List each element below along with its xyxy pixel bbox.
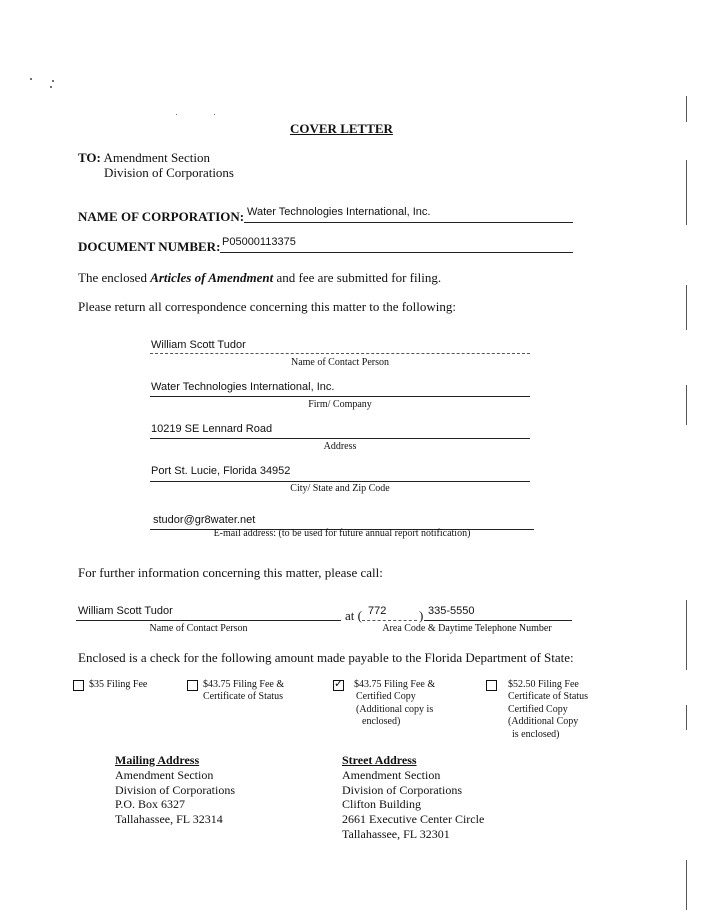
mailing-address-line: P.O. Box 6327 [115, 797, 186, 812]
return-instruction: Please return all correspondence concerning this matter to the following: [78, 299, 456, 314]
firm-caption: Firm/ Company [308, 399, 372, 410]
to-block [78, 150, 210, 165]
street-address-heading: Street Address [342, 753, 417, 767]
fee-35-checkbox[interactable] [73, 680, 84, 691]
street-address-line: Division of Corporations [342, 782, 462, 797]
scan-speck [176, 114, 177, 115]
fee-5250-checkbox[interactable] [486, 680, 497, 691]
fee-option-line: $43.75 Filing Fee & [354, 679, 436, 690]
corporation-value: Water Technologies International, Inc. [247, 206, 431, 218]
fee-option-line: (Additional copy is [356, 703, 434, 715]
phone-contact-name-caption: Name of Contact Person [149, 623, 248, 634]
check-payable-text: Enclosed is a check for the following amount made payable to the Florida Department of State: [78, 650, 574, 665]
firm-value: Water Technologies International, Inc. [151, 381, 335, 393]
scan-margin-line [686, 160, 687, 225]
address-line [150, 438, 530, 439]
contact-name-caption: Name of Contact Person [290, 357, 390, 368]
fee-option-line: $43.75 Filing Fee & [203, 679, 285, 690]
fee-option-line: $52.50 Filing Fee [508, 679, 579, 690]
page-title: COVER LETTER [290, 121, 393, 136]
city-state-zip-line [150, 481, 530, 482]
scan-speck [30, 78, 32, 80]
fee-4375-certified-copy-label [354, 679, 435, 729]
street-address-line: Amendment Section [342, 767, 441, 782]
to-line-2: Division of Corporations [104, 165, 234, 180]
to-line-1: Amendment Section [103, 150, 210, 165]
document-number-value: P05000113375 [222, 236, 296, 248]
scan-margin-line [686, 600, 687, 670]
to-label: TO: [78, 150, 101, 165]
city-state-zip-value: Port St. Lucie, Florida 34952 [151, 465, 291, 477]
fee-option-line: is enclosed) [512, 728, 560, 740]
corporation-label: NAME OF CORPORATION: [78, 209, 245, 224]
area-code-line [362, 620, 417, 621]
phone-number-caption: Area Code & Daytime Telephone Number [382, 623, 552, 634]
fee-option-line: Certified Copy [356, 691, 416, 703]
corporation-underline [244, 222, 573, 223]
phone-at-label: at ( [345, 608, 362, 623]
check-mark-icon: ✓ [334, 677, 344, 690]
phone-number-value: 335-5550 [428, 605, 475, 617]
fee-35-label [89, 679, 147, 691]
enclosed-prefix: The enclosed [78, 270, 147, 285]
scan-speck [52, 80, 54, 82]
enclosed-statement [78, 270, 441, 285]
contact-name-line [150, 353, 530, 354]
scan-speck [50, 86, 52, 88]
area-code-value: 772 [368, 605, 387, 617]
further-info-text: For further information concerning this matter, please call: [78, 565, 383, 580]
street-address-line: 2661 Executive Center Circle [342, 812, 485, 827]
fee-option-line: enclosed) [362, 716, 401, 728]
street-address [342, 753, 484, 842]
phone-contact-name-line [76, 620, 341, 621]
email-caption: E-mail address: (to be used for future annual report notification) [213, 528, 471, 539]
mailing-address [115, 753, 235, 827]
scan-margin-line [686, 860, 687, 910]
scan-margin-line [686, 96, 687, 122]
phone-number-line [424, 620, 572, 621]
fee-5250-label [508, 679, 588, 741]
scan-margin-line [686, 385, 687, 425]
fee-option-line: Certificate of Status [203, 691, 283, 703]
fee-option-line: Certified Copy [508, 703, 568, 715]
phone-close-paren: ) [419, 608, 424, 623]
address-caption: Address [323, 441, 357, 452]
fee-option-line: Certificate of Status [508, 691, 588, 703]
scan-speck [214, 114, 215, 115]
scan-margin-line [686, 285, 687, 330]
city-state-zip-caption: City/ State and Zip Code [290, 483, 390, 494]
address-value: 10219 SE Lennard Road [151, 423, 273, 435]
mailing-address-line: Division of Corporations [115, 782, 235, 797]
email-value: studor@gr8water.net [153, 514, 256, 526]
fee-option-line: (Additional Copy [508, 716, 579, 728]
enclosed-document-type: Articles of Amendment [150, 270, 274, 285]
fee-4375-certificate-checkbox[interactable] [187, 680, 198, 691]
street-address-line: Tallahassee, FL 32301 [342, 826, 450, 841]
fee-4375-certified-copy-checkbox[interactable] [333, 677, 344, 691]
mailing-address-line: Tallahassee, FL 32314 [115, 812, 223, 827]
mailing-address-line: Amendment Section [115, 767, 214, 782]
scan-margin-line [686, 705, 687, 730]
street-address-line: Clifton Building [342, 797, 422, 812]
contact-name-value: William Scott Tudor [151, 339, 246, 351]
document-number-label: DOCUMENT NUMBER: [78, 239, 221, 254]
fee-4375-certificate-label [203, 679, 284, 704]
document-number-underline [220, 252, 573, 253]
fee-35-line: $35 Filing Fee [89, 679, 148, 690]
enclosed-suffix: and fee are submitted for filing. [276, 270, 442, 285]
phone-contact-name-value: William Scott Tudor [78, 605, 173, 617]
mailing-address-heading: Mailing Address [115, 753, 200, 767]
firm-line [150, 396, 530, 397]
